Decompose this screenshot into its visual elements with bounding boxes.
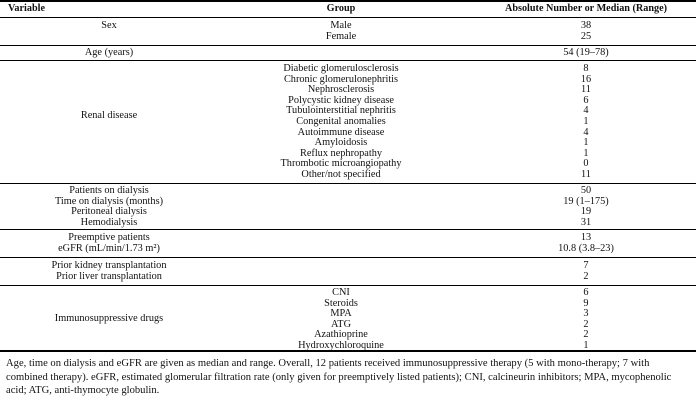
value-item: 1 [583,339,589,351]
value-item: 31 [580,216,592,228]
value-item: 11 [581,168,591,180]
header-value: Absolute Number or Median (Range) [504,3,668,14]
group-cell [218,288,464,352]
value-item: 9 [583,297,589,309]
group-cell [218,21,464,42]
group-item: Polycystic kidney disease [288,94,394,106]
value-item: 2 [583,270,589,282]
group-item: ATG [330,318,352,330]
variable-item: Patients on dialysis [69,185,149,196]
variable-preemptive [0,233,218,254]
value-item: 19 (1–175) [563,195,609,207]
variable-item: eGFR (mL/min/1.73 m²) [58,242,160,254]
value-item: 8 [583,63,589,74]
variable-age: Age (years) [84,47,134,58]
value-item: 7 [583,260,589,271]
value-item: 4 [583,126,589,138]
header-group: Group [326,3,356,14]
group-item: Amyloidosis [314,137,368,149]
variable-item: Time on dialysis (months) [54,195,164,207]
variable-item: Hemodialysis [80,216,138,228]
group-item: Azathioprine [314,329,368,341]
group-item: Tubulointerstitial nephritis [286,105,396,117]
value-cell [473,64,696,181]
row-divider [0,183,696,184]
group-item: CNI [332,287,350,298]
variable-sex: Sex [101,20,117,31]
group-item: Nephrosclerosis [307,84,375,96]
value-item: 6 [583,287,589,298]
group-item: Autoimmune disease [297,126,385,138]
variable-prior-transplantation [0,261,218,282]
value-item: 4 [583,105,589,117]
value-item: 1 [583,147,589,159]
variable-item: Prior liver transplantation [56,270,162,282]
variable-item: Prior kidney transplantation [51,260,167,271]
value-item: 10.8 (3.8–23) [558,242,614,254]
value-cell [473,233,696,254]
group-item: Other/not specified [301,168,381,180]
value-item: 38 [580,20,592,31]
value-item: 16 [580,73,592,85]
value-item: 25 [580,30,592,42]
variable-renal-disease: Renal disease [80,110,138,121]
top-rule [0,0,696,2]
row-divider [0,229,696,230]
group-item: Steroids [324,297,358,309]
row-divider [0,45,696,46]
group-cell [218,64,464,181]
group-item: Thrombotic microangiopathy [280,158,402,170]
row-divider [0,257,696,258]
value-item: 3 [583,308,589,320]
value-item: 6 [583,94,589,106]
value-cell [473,186,696,228]
variable-dialysis [0,186,218,228]
value-item: 11 [581,84,591,96]
value-item: 0 [583,158,589,170]
row-divider [0,285,696,286]
group-item: Reflux nephropathy [299,147,383,159]
group-item: Congenital anomalies [296,115,386,127]
value-item: 50 [580,185,592,196]
value-item: 1 [583,137,589,149]
value-item: 19 [580,206,592,218]
group-item: Chronic glomerulonephritis [283,73,399,85]
group-item: Male [330,20,352,31]
variable-immunosuppressive-drugs: Immunosuppressive drugs [54,313,164,324]
row-divider [0,60,696,61]
group-item: Hydroxychloroquine [298,339,384,351]
group-item: Female [325,30,357,42]
group-item: MPA [330,308,352,320]
value-cell [473,288,696,352]
value-item: 2 [583,329,589,341]
variable-item: Preemptive patients [68,232,150,243]
group-item: Diabetic glomerulosclerosis [283,63,399,74]
header-variable: Variable [8,3,45,14]
value-item: 2 [583,318,589,330]
header-rule [0,17,696,18]
value-item: 13 [580,232,592,243]
value-cell [473,21,696,42]
table-footnote: Age, time on dialysis and eGFR are given as median and range. Overall, 12 patients received immunosuppressive therapy (5 with mono-therapy; 7 with combined therapy). eGFR, estimated glomerular filtration rate (only given for preemptively listed patients); CNI, calcineurin inhibitors; MPA, mycophenolic acid; ATG, anti-thymocyte globulin. [6,358,672,397]
variable-item: Peritoneal dialysis [71,206,147,218]
value-item: 1 [583,115,589,127]
value-item: 54 (19–78) [563,47,609,58]
value-cell [473,261,696,282]
